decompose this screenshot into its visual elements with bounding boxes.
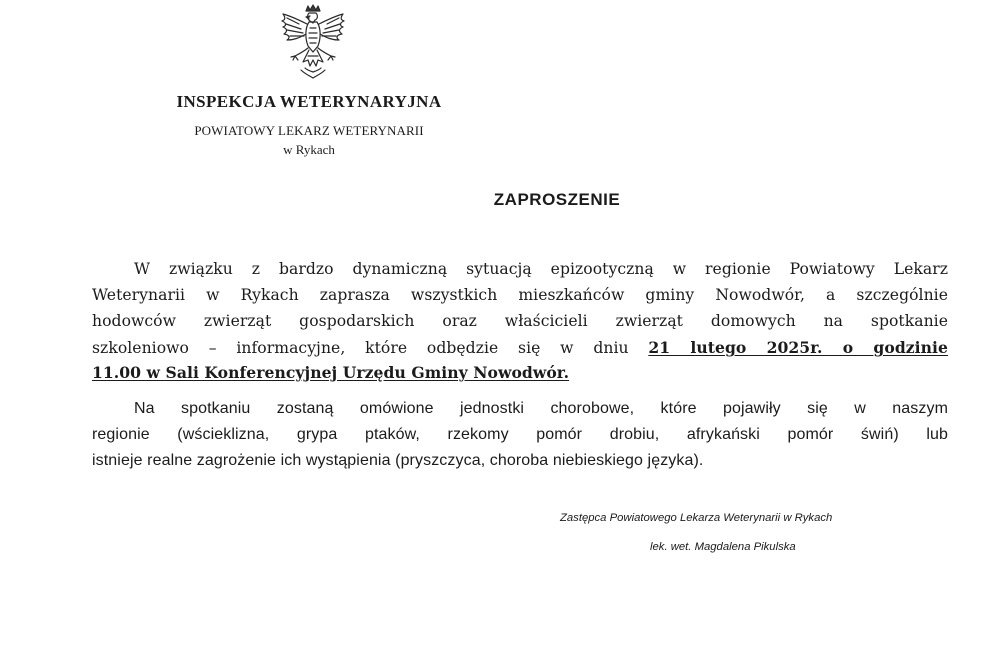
paragraph-1-line-4-text: szkoleniowo – informacyjne, które odbędzie się w dniu xyxy=(92,339,629,357)
polish-eagle-emblem-icon xyxy=(277,4,349,80)
paragraph-1-line-1: W związku z bardzo dynamiczną sytuacją epizootyczną w regionie Powiatowy Lekarz xyxy=(134,260,948,278)
paragraph-2-line-1: Na spotkaniu zostaną omówione jednostki chorobowe, które pojawiły się w naszym xyxy=(134,400,948,417)
meeting-time-place: 11.00 w Sali Konferencyjnej Urzędu Gminy Nowodwór. xyxy=(92,363,570,382)
document-title: ZAPROSZENIE xyxy=(493,190,621,209)
paragraph-1-line-4 xyxy=(92,338,948,357)
signature-role: Zastępca Powiatowego Lekarza Weterynarii w Rykach xyxy=(560,512,833,524)
meeting-date: 21 lutego 2025r. o godzinie xyxy=(648,338,948,357)
paragraph-1-line-5 xyxy=(92,363,948,382)
office-name: POWIATOWY LEKARZ WETERYNARII xyxy=(194,123,424,138)
paragraph-1-line-3: hodowców zwierząt gospodarskich oraz właścicieli zwierząt domowych na spotkanie xyxy=(92,312,948,330)
paragraph-1-line-2: Weterynarii w Rykach zaprasza wszystkich mieszkańców gminy Nowodwór, a szczególnie xyxy=(92,286,948,304)
paragraph-2-line-3: istnieje realne zagrożenie ich wystąpienia (pryszczyca, choroba niebieskiego języka). xyxy=(92,452,704,469)
office-location: w Rykach xyxy=(283,142,335,157)
institution-name: INSPEKCJA WETERYNARYJNA xyxy=(176,92,442,111)
paragraph-2-line-2: regionie (wścieklizna, grypa ptaków, rzekomy pomór drobiu, afrykański pomór świń) lub xyxy=(92,426,948,443)
signature-name: lek. wet. Magdalena Pikulska xyxy=(650,541,796,553)
